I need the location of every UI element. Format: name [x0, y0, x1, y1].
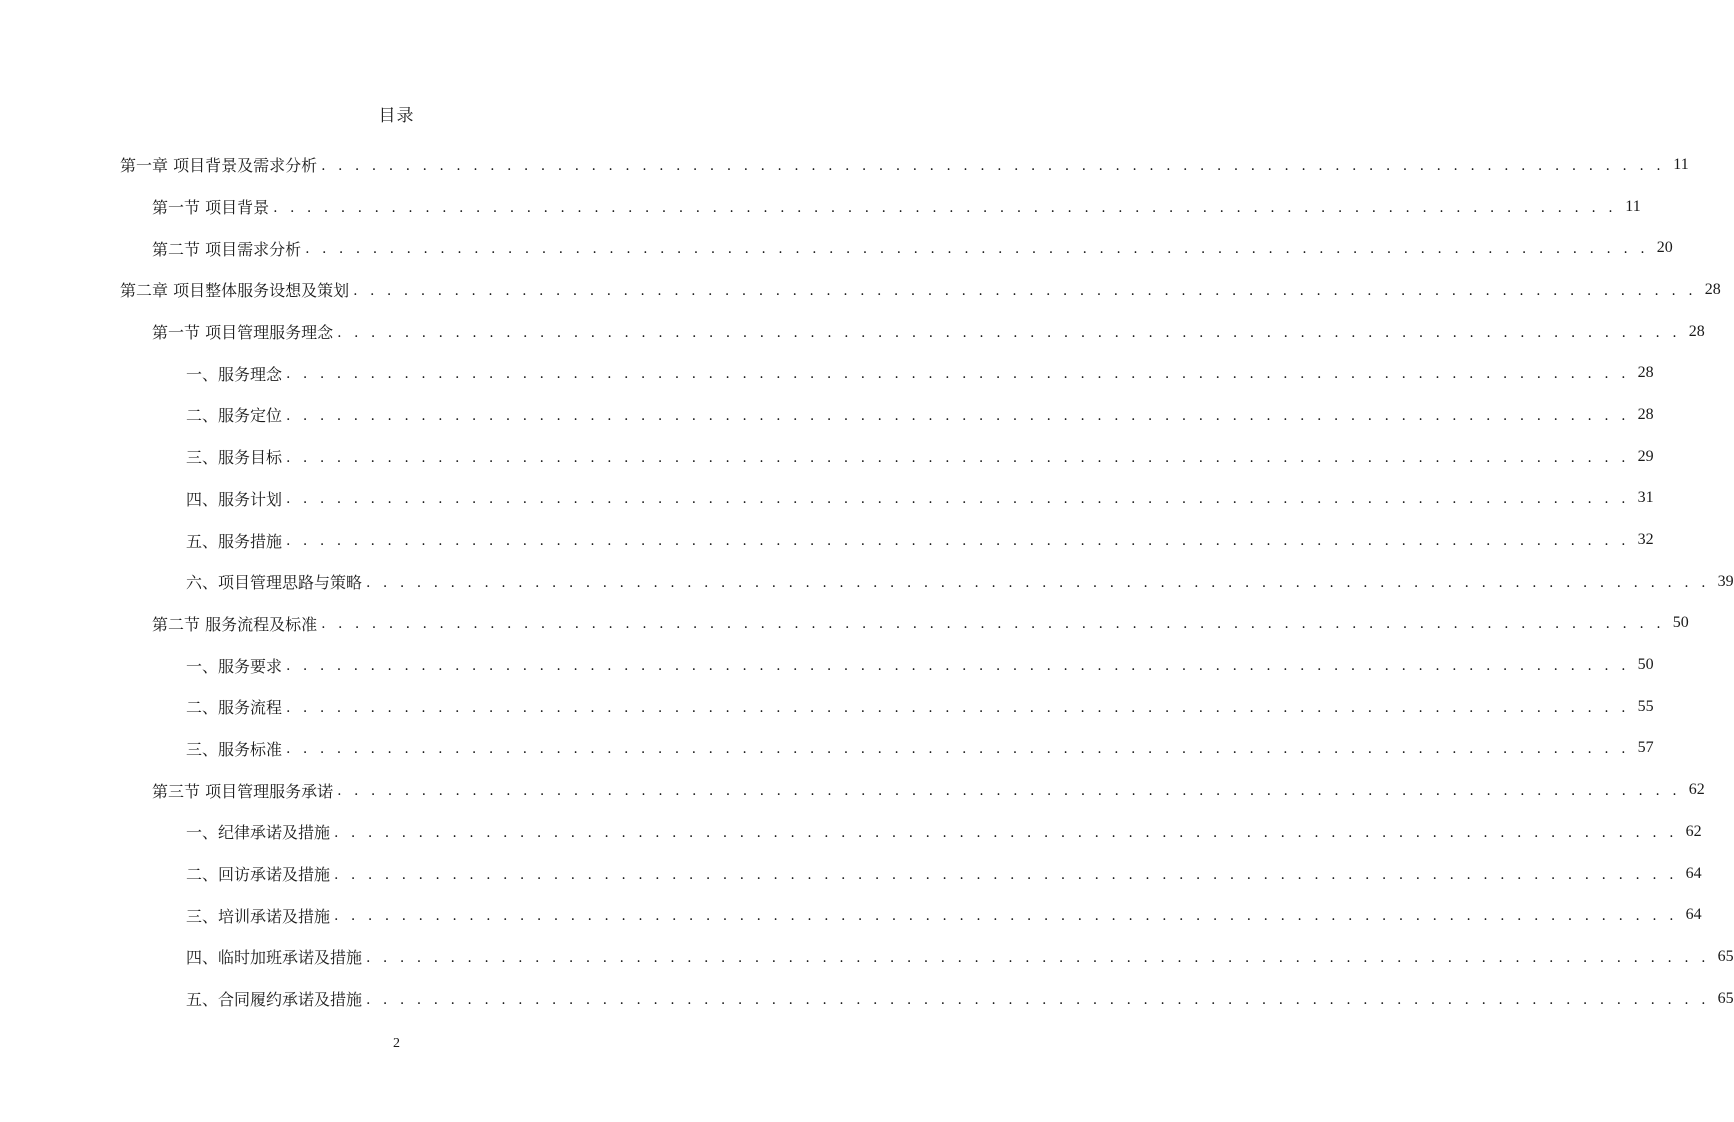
toc-entry-label: 三、培训承诺及措施 [186, 906, 331, 926]
toc-entry-page: 20 [1656, 239, 1673, 257]
toc-entry-page: 31 [1637, 489, 1654, 507]
toc-entry-page: 29 [1637, 447, 1654, 465]
toc-entry[interactable] [0, 894, 1702, 936]
dot-leader: . . . . . . . . . . . . . . . . . . . . . . . . . . . . . . . . . . . . . . . . . . . . . . . . . . . . . . . . . . . . . . . . . . . . . . . . . . . . . . . . [286, 533, 1630, 550]
toc-entry-page: 65 [1717, 947, 1734, 965]
dot-leader: . . . . . . . . . . . . . . . . . . . . . . . . . . . . . . . . . . . . . . . . . . . . . . . . . . . . . . . . . . . . . . . . . . . . . . . . . . . . . . . . [321, 157, 1665, 174]
toc-entry-page: 11 [1625, 197, 1641, 215]
toc-entry-page: 39 [1717, 572, 1734, 590]
toc-entry[interactable] [0, 352, 1654, 394]
dot-leader: . . . . . . . . . . . . . . . . . . . . . . . . . . . . . . . . . . . . . . . . . . . . . . . . . . . . . . . . . . . . . . . . . . . . . . . . . . . . . . . . [286, 699, 1630, 716]
toc-entry-page: 32 [1637, 531, 1654, 549]
dot-leader: . . . . . . . . . . . . . . . . . . . . . . . . . . . . . . . . . . . . . . . . . . . . . . . . . . . . . . . . . . . . . . . . . . . . . . . . . . . . . . . . [366, 949, 1710, 966]
dot-leader: . . . . . . . . . . . . . . . . . . . . . . . . . . . . . . . . . . . . . . . . . . . . . . . . . . . . . . . . . . . . . . . . . . . . . . . . . . . . . . . . [286, 449, 1630, 466]
toc-entry[interactable] [0, 269, 1721, 311]
toc-entry-label: 第一章 项目背景及需求分析 [120, 156, 318, 176]
toc-entry[interactable] [0, 561, 1734, 603]
toc-entry[interactable] [0, 519, 1654, 561]
toc-entry-label: 五、服务措施 [186, 531, 283, 551]
toc-entry-label: 二、服务定位 [186, 406, 283, 426]
toc-entry[interactable] [0, 478, 1654, 520]
toc-entry[interactable] [0, 853, 1702, 895]
toc-entry[interactable] [0, 186, 1641, 228]
toc-entry[interactable] [0, 144, 1689, 186]
dot-leader: . . . . . . . . . . . . . . . . . . . . . . . . . . . . . . . . . . . . . . . . . . . . . . . . . . . . . . . . . . . . . . . . . . . . . . . . . . . . . . . . [273, 199, 1617, 216]
toc-entry-label: 二、服务流程 [186, 698, 283, 718]
toc-entry-label: 一、服务理念 [186, 364, 283, 384]
toc-entry[interactable] [0, 603, 1689, 645]
toc-entry[interactable] [0, 227, 1673, 269]
toc-entry-page: 28 [1688, 322, 1705, 340]
toc-entry[interactable] [0, 686, 1654, 728]
dot-leader: . . . . . . . . . . . . . . . . . . . . . . . . . . . . . . . . . . . . . . . . . . . . . . . . . . . . . . . . . . . . . . . . . . . . . . . . . . . . . . . . [334, 908, 1678, 925]
toc-entry-page: 62 [1688, 781, 1705, 799]
dot-leader: . . . . . . . . . . . . . . . . . . . . . . . . . . . . . . . . . . . . . . . . . . . . . . . . . . . . . . . . . . . . . . . . . . . . . . . . . . . . . . . . [286, 491, 1630, 508]
toc-entry-label: 第三节 项目管理服务承诺 [152, 781, 334, 801]
toc-entry-label: 三、服务标准 [186, 739, 283, 759]
toc-entry-label: 第二节 项目需求分析 [152, 239, 302, 259]
page-number: 2 [393, 1036, 400, 1051]
toc-entry-page: 57 [1637, 739, 1654, 757]
dot-leader: . . . . . . . . . . . . . . . . . . . . . . . . . . . . . . . . . . . . . . . . . . . . . . . . . . . . . . . . . . . . . . . . . . . . . . . . . . . . . . . . [337, 783, 1681, 800]
dot-leader: . . . . . . . . . . . . . . . . . . . . . . . . . . . . . . . . . . . . . . . . . . . . . . . . . . . . . . . . . . . . . . . . . . . . . . . . . . . . . . . . [337, 324, 1681, 341]
toc-entry-label: 第一节 项目管理服务理念 [152, 323, 334, 343]
toc-entry[interactable] [0, 644, 1654, 686]
toc-entry[interactable] [0, 936, 1734, 978]
toc-entry-label: 第一节 项目背景 [152, 198, 270, 218]
dot-leader: . . . . . . . . . . . . . . . . . . . . . . . . . . . . . . . . . . . . . . . . . . . . . . . . . . . . . . . . . . . . . . . . . . . . . . . . . . . . . . . . [286, 741, 1630, 758]
dot-leader: . . . . . . . . . . . . . . . . . . . . . . . . . . . . . . . . . . . . . . . . . . . . . . . . . . . . . . . . . . . . . . . . . . . . . . . . . . . . . . . . [305, 241, 1649, 258]
toc-entry-page: 65 [1717, 989, 1734, 1007]
toc-entry-label: 四、临时加班承诺及措施 [186, 948, 363, 968]
toc-entry-label: 一、纪律承诺及措施 [186, 823, 331, 843]
toc-entry-page: 64 [1685, 906, 1702, 924]
toc-entry-label: 六、项目管理思路与策略 [186, 573, 363, 593]
toc-entry[interactable] [0, 436, 1654, 478]
dot-leader: . . . . . . . . . . . . . . . . . . . . . . . . . . . . . . . . . . . . . . . . . . . . . . . . . . . . . . . . . . . . . . . . . . . . . . . . . . . . . . . . [286, 407, 1630, 424]
toc-entry-page: 28 [1637, 364, 1654, 382]
toc-entry[interactable] [0, 769, 1705, 811]
toc-entry-page: 50 [1672, 614, 1689, 632]
toc-entry-label: 五、合同履约承诺及措施 [186, 990, 363, 1010]
dot-leader: . . . . . . . . . . . . . . . . . . . . . . . . . . . . . . . . . . . . . . . . . . . . . . . . . . . . . . . . . . . . . . . . . . . . . . . . . . . . . . . . [286, 366, 1630, 383]
toc-entry-label: 三、服务目标 [186, 448, 283, 468]
toc-entry-page: 64 [1685, 864, 1702, 882]
toc-entry-label: 一、服务要求 [186, 656, 283, 676]
toc-entry-page: 50 [1637, 656, 1654, 674]
toc-entry-label: 四、服务计划 [186, 489, 283, 509]
toc-entry-label: 第二章 项目整体服务设想及策划 [120, 281, 350, 301]
dot-leader: . . . . . . . . . . . . . . . . . . . . . . . . . . . . . . . . . . . . . . . . . . . . . . . . . . . . . . . . . . . . . . . . . . . . . . . . . . . . . . . . [366, 574, 1710, 591]
toc-entry-page: 55 [1637, 697, 1654, 715]
toc-entry-page: 62 [1685, 822, 1702, 840]
dot-leader: . . . . . . . . . . . . . . . . . . . . . . . . . . . . . . . . . . . . . . . . . . . . . . . . . . . . . . . . . . . . . . . . . . . . . . . . . . . . . . . . [334, 824, 1678, 841]
toc-entry-page: 28 [1637, 405, 1654, 423]
toc-entry[interactable] [0, 728, 1654, 770]
dot-leader: . . . . . . . . . . . . . . . . . . . . . . . . . . . . . . . . . . . . . . . . . . . . . . . . . . . . . . . . . . . . . . . . . . . . . . . . . . . . . . . . [321, 616, 1665, 633]
toc-entry-label: 二、回访承诺及措施 [186, 865, 331, 885]
dot-leader: . . . . . . . . . . . . . . . . . . . . . . . . . . . . . . . . . . . . . . . . . . . . . . . . . . . . . . . . . . . . . . . . . . . . . . . . . . . . . . . . [353, 282, 1697, 299]
toc-entry-page: 11 [1673, 155, 1689, 173]
toc-entry-page: 28 [1704, 280, 1721, 298]
table-of-contents [0, 144, 1734, 1019]
toc-entry[interactable] [0, 394, 1654, 436]
dot-leader: . . . . . . . . . . . . . . . . . . . . . . . . . . . . . . . . . . . . . . . . . . . . . . . . . . . . . . . . . . . . . . . . . . . . . . . . . . . . . . . . [366, 991, 1710, 1008]
toc-entry[interactable] [0, 811, 1702, 853]
toc-entry-label: 第二节 服务流程及标准 [152, 614, 318, 634]
toc-entry[interactable] [0, 311, 1705, 353]
toc-entry[interactable] [0, 978, 1734, 1020]
dot-leader: . . . . . . . . . . . . . . . . . . . . . . . . . . . . . . . . . . . . . . . . . . . . . . . . . . . . . . . . . . . . . . . . . . . . . . . . . . . . . . . . [286, 658, 1630, 675]
toc-title: 目录 [378, 106, 415, 126]
dot-leader: . . . . . . . . . . . . . . . . . . . . . . . . . . . . . . . . . . . . . . . . . . . . . . . . . . . . . . . . . . . . . . . . . . . . . . . . . . . . . . . . [334, 866, 1678, 883]
